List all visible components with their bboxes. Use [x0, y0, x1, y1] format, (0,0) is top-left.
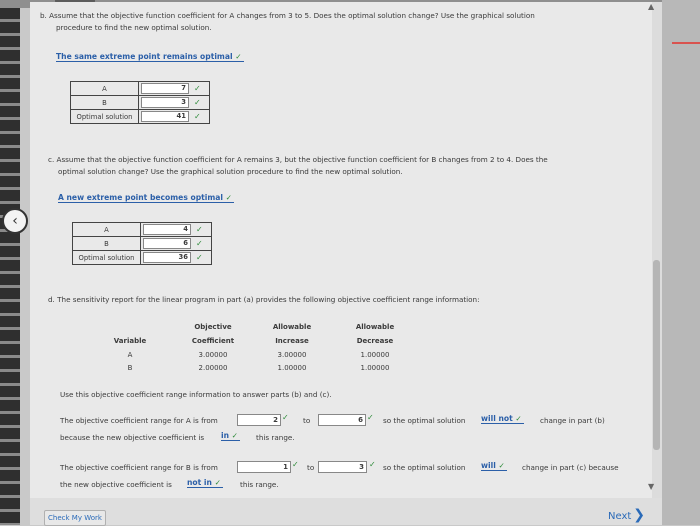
- header-allowable-decrease: Allowable: [355, 323, 395, 331]
- a-range-prefix: The objective coefficient range for A is from: [60, 416, 218, 425]
- part-b-question-line1: b. Assume that the objective function coefficient for A changes from 3 to 5. Does the optimal solution change? Use the graphical solution: [40, 11, 535, 20]
- header-variable: Variable: [113, 337, 147, 345]
- check-icon: ✓: [498, 461, 505, 470]
- check-icon: ✓: [282, 413, 289, 422]
- part-d-question: d. The sensitivity report for the linear program in part (a) provides the following objective coefficient range information:: [48, 295, 480, 304]
- part-c-b-input[interactable]: 6: [143, 238, 191, 249]
- a-range-in-text: in: [221, 431, 230, 440]
- header-allowable-increase: Allowable: [272, 323, 312, 331]
- red-accent-line: [672, 42, 700, 44]
- footer-bar: [30, 498, 662, 525]
- table-row: [73, 237, 212, 251]
- row-label: B: [73, 237, 141, 251]
- b-range-line2-prefix: the new objective coefficient is: [60, 480, 172, 489]
- row-a-decrease: 1.00000: [360, 351, 390, 359]
- part-b-optimal-input[interactable]: 41: [141, 111, 189, 122]
- header-decrease: Decrease: [356, 337, 394, 345]
- a-range-suffix: change in part (b): [540, 416, 605, 425]
- b-range-mid: so the optimal solution: [383, 463, 466, 472]
- part-b-question-line2: procedure to find the new optimal solution.: [56, 23, 212, 32]
- part-b-solution-table: [70, 81, 210, 124]
- table-row: [71, 96, 210, 110]
- right-panel: [662, 0, 700, 525]
- part-c-answer-text: A new extreme point becomes optimal: [58, 193, 224, 202]
- header-coefficient: Coefficient: [191, 337, 235, 345]
- b-range-prefix: The objective coefficient range for B is from: [60, 463, 218, 472]
- back-arrow-icon[interactable]: ‹: [2, 208, 28, 234]
- row-label: A: [73, 223, 141, 237]
- table-row: [73, 251, 212, 265]
- question-content: [30, 2, 655, 498]
- check-icon: ✓: [369, 460, 376, 469]
- a-range-to: to: [303, 416, 311, 425]
- scroll-up-icon[interactable]: ▲: [648, 2, 655, 11]
- b-range-notin-text: not in: [187, 478, 212, 487]
- row-b-increase: 1.00000: [277, 364, 307, 372]
- left-bezel: [0, 8, 20, 525]
- check-icon: ✓: [196, 224, 203, 234]
- row-a-coefficient: 3.00000: [198, 351, 228, 359]
- check-icon: ✓: [292, 460, 299, 469]
- a-range-line2-prefix: because the new objective coefficient is: [60, 433, 205, 442]
- a-range-from-input[interactable]: 2: [237, 414, 281, 426]
- part-b-a-input[interactable]: 7: [141, 83, 189, 94]
- row-label: Optimal solution: [73, 251, 141, 265]
- part-b-answer-dropdown[interactable]: [56, 52, 244, 62]
- scrollbar-thumb[interactable]: [653, 260, 660, 450]
- b-range-to-input[interactable]: 3: [318, 461, 367, 473]
- check-icon: ✓: [231, 431, 239, 440]
- table-row: [73, 223, 212, 237]
- check-icon: ✓: [194, 97, 201, 107]
- a-range-line2-suffix: this range.: [256, 433, 295, 442]
- b-range-to: to: [307, 463, 315, 472]
- part-c-solution-table: [72, 222, 212, 265]
- row-a-variable: A: [127, 351, 133, 359]
- row-b-variable: B: [127, 364, 133, 372]
- vertical-scrollbar[interactable]: [652, 2, 662, 498]
- a-range-mid: so the optimal solution: [383, 416, 466, 425]
- next-label: Next: [608, 511, 632, 522]
- header-objective: Objective: [194, 323, 232, 331]
- part-c-question-line1: c. Assume that the objective function coefficient for A remains 3, but the objective function coefficient for B changes from 2 to 4. Does the: [48, 155, 548, 164]
- table-row: [71, 110, 210, 124]
- part-b-answer-text: The same extreme point remains optimal: [56, 52, 233, 61]
- row-label: A: [71, 82, 139, 96]
- check-icon: ✓: [196, 252, 203, 262]
- part-c-answer-dropdown[interactable]: [58, 193, 234, 203]
- check-icon: ✓: [194, 111, 201, 121]
- part-c-a-input[interactable]: 4: [143, 224, 191, 235]
- row-b-decrease: 1.00000: [360, 364, 390, 372]
- b-range-suffix: change in part (c) because: [522, 463, 619, 472]
- check-icon: ✓: [367, 413, 374, 422]
- check-icon: ✓: [235, 52, 242, 61]
- b-range-answer-text: will: [481, 461, 496, 470]
- check-icon: ✓: [515, 414, 522, 423]
- b-range-line2-suffix: this range.: [240, 480, 279, 489]
- row-b-coefficient: 2.00000: [198, 364, 228, 372]
- row-label: B: [71, 96, 139, 110]
- part-d-instruction: Use this objective coefficient range information to answer parts (b) and (c).: [60, 390, 332, 399]
- header-increase: Increase: [275, 337, 309, 345]
- part-b-b-input[interactable]: 3: [141, 97, 189, 108]
- check-icon: ✓: [194, 83, 201, 93]
- row-a-increase: 3.00000: [277, 351, 307, 359]
- a-range-in-dropdown[interactable]: [221, 431, 240, 441]
- a-range-to-input[interactable]: 6: [318, 414, 366, 426]
- b-range-from-input[interactable]: 1: [237, 461, 291, 473]
- scroll-down-icon[interactable]: ▼: [648, 482, 655, 491]
- table-row: [71, 82, 210, 96]
- chevron-right-icon: ❯: [633, 507, 646, 523]
- check-icon: ✓: [214, 478, 221, 487]
- check-icon: ✓: [225, 193, 233, 202]
- check-icon: ✓: [196, 238, 203, 248]
- a-range-answer-dropdown[interactable]: [481, 414, 524, 424]
- a-range-answer-text: will not: [481, 414, 513, 423]
- next-button[interactable]: [608, 507, 645, 523]
- part-c-question-line2: optimal solution change? Use the graphical solution procedure to find the new optimal solution.: [58, 167, 403, 176]
- check-my-work-button[interactable]: Check My Work: [44, 510, 106, 526]
- b-range-notin-dropdown[interactable]: [187, 478, 223, 488]
- b-range-answer-dropdown[interactable]: [481, 461, 507, 471]
- part-c-optimal-input[interactable]: 36: [143, 252, 191, 263]
- row-label: Optimal solution: [71, 110, 139, 124]
